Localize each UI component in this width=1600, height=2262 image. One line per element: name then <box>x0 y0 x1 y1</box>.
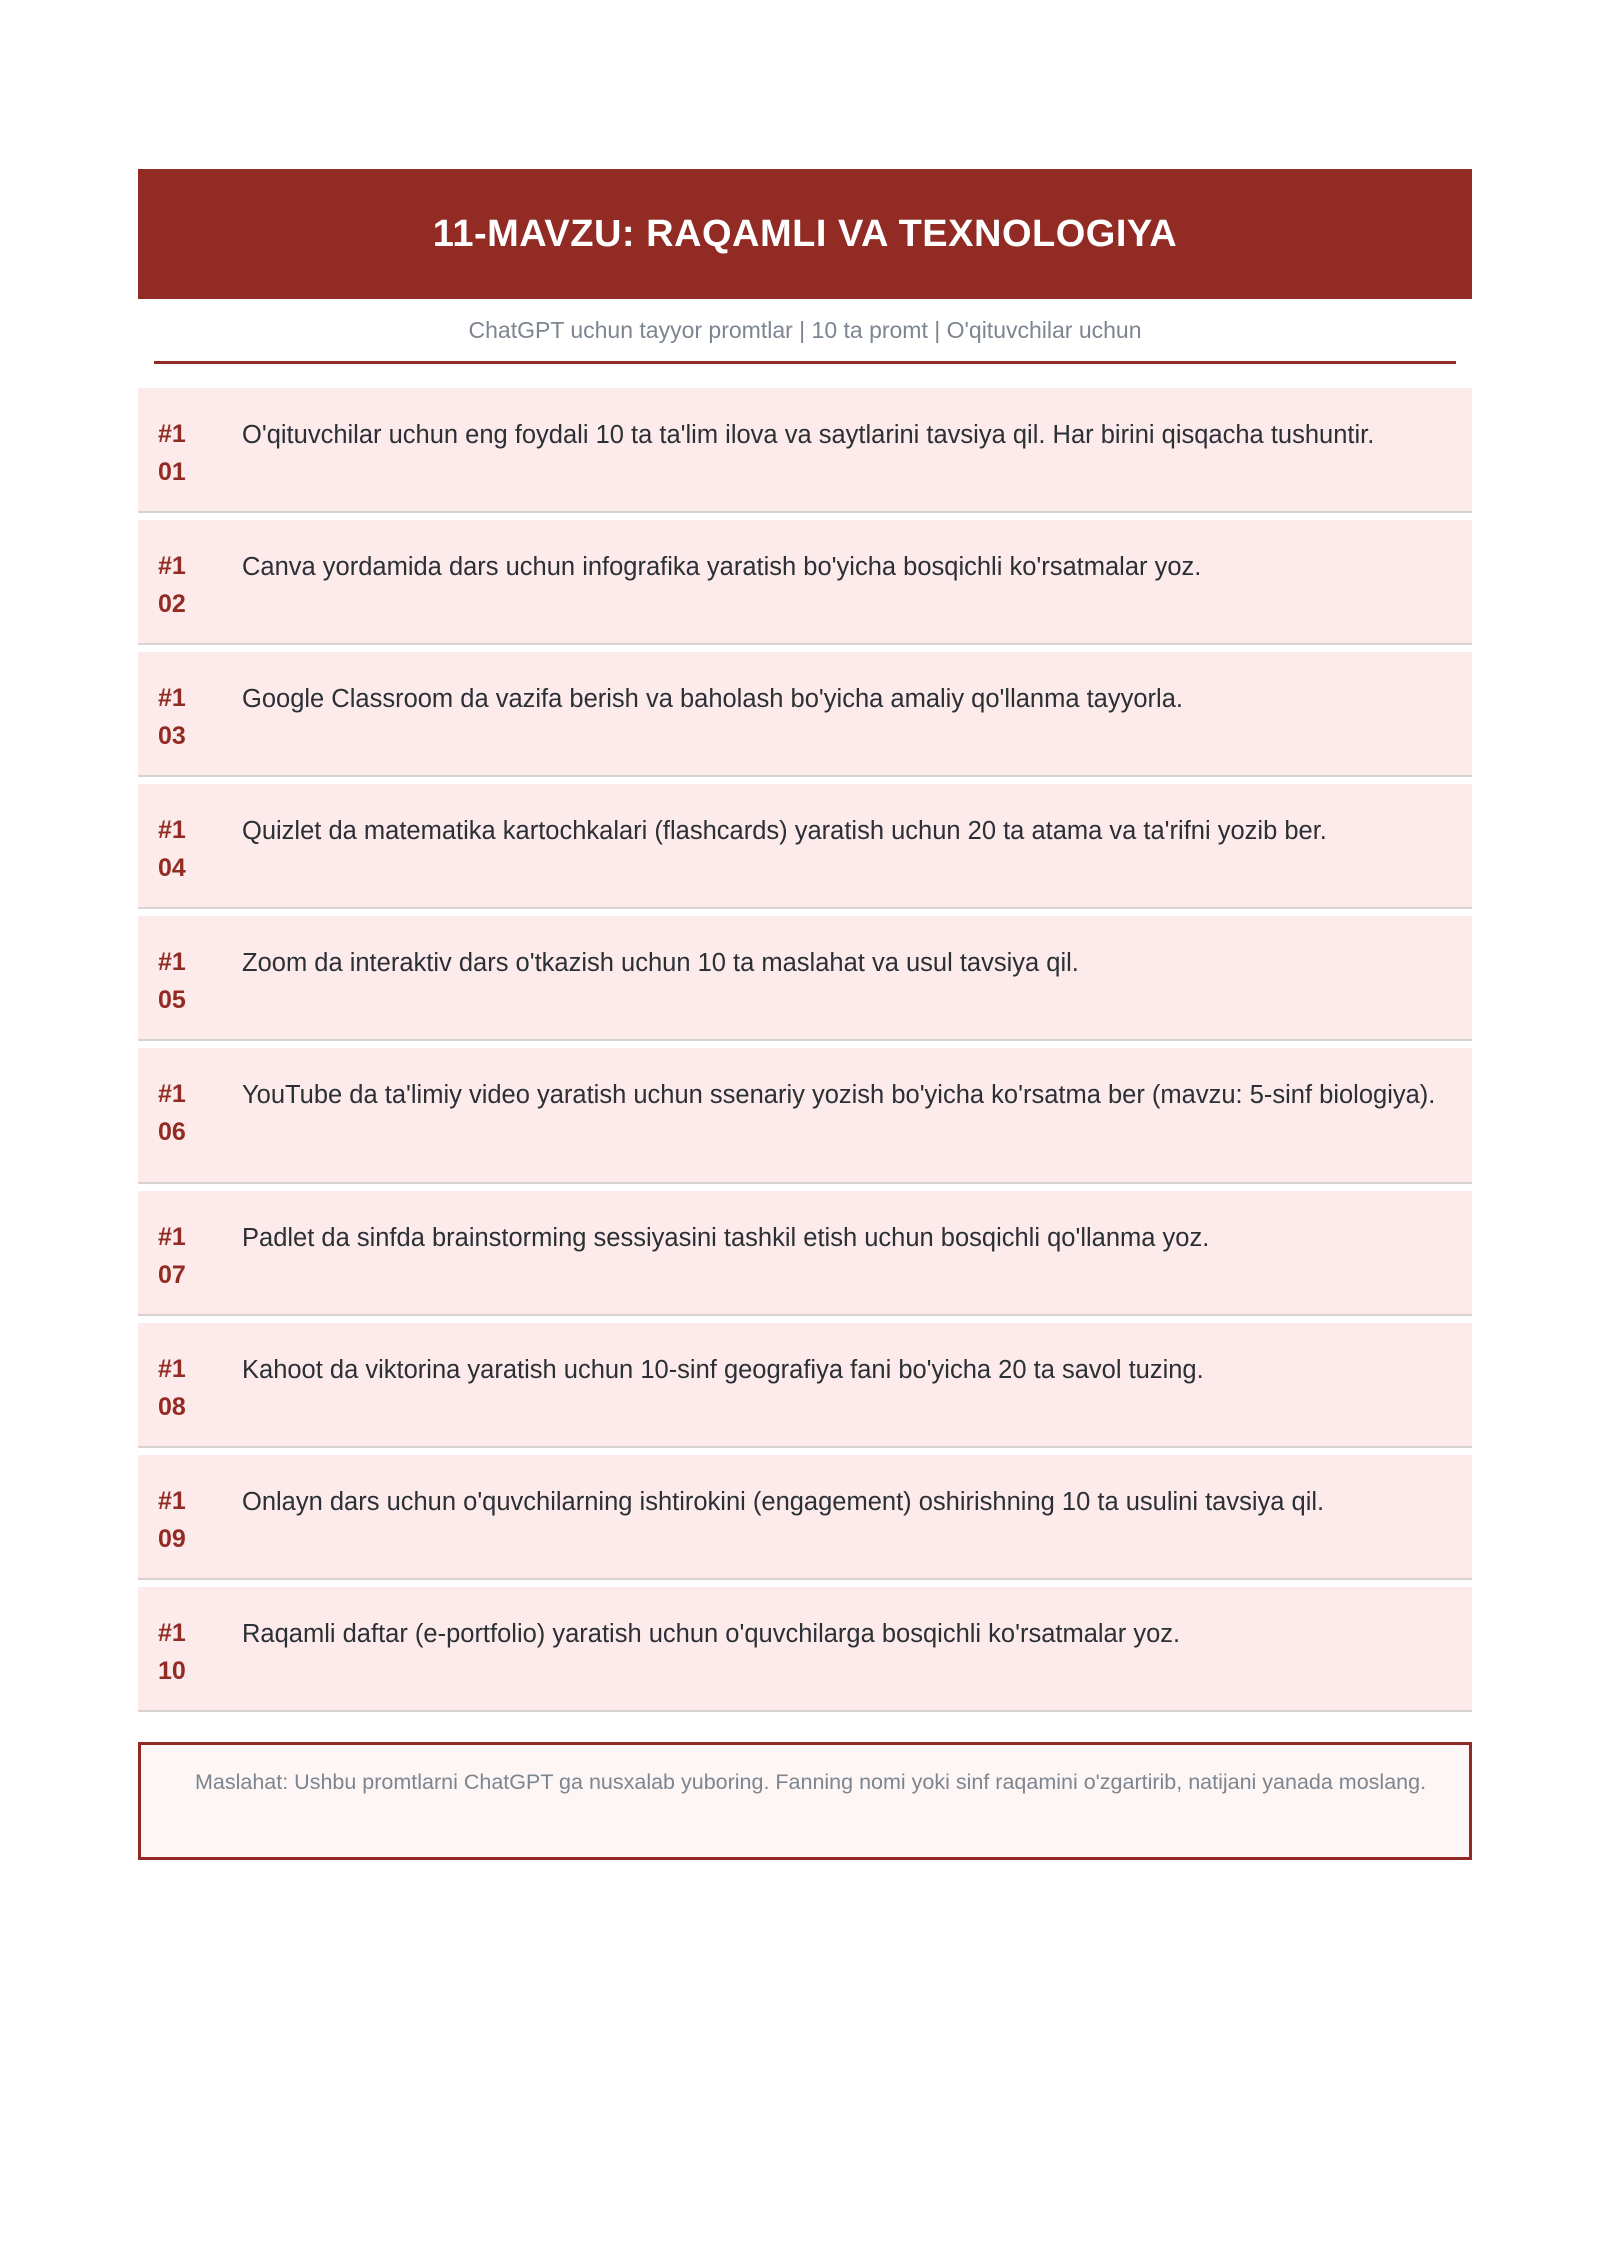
prompt-item-09 <box>138 1455 1472 1580</box>
prompt-item-01 <box>138 388 1472 513</box>
prompt-number: #1 01 <box>158 420 186 486</box>
prompt-text: Kahoot da viktorina yaratish uchun 10-sinf geografiya fani bo'yicha 20 ta savol tuzing. <box>242 1356 1204 1384</box>
prompt-text: Canva yordamida dars uchun infografika yaratish bo'yicha bosqichli ko'rsatmalar yoz. <box>242 553 1202 581</box>
prompt-number: #1 04 <box>158 816 186 882</box>
prompt-item-05 <box>138 916 1472 1041</box>
prompt-number: #1 06 <box>158 1080 186 1146</box>
prompt-text: O'qituvchilar uchun eng foydali 10 ta ta'lim ilova va saytlarini tavsiya qil. Har birini qisqacha tushuntir. <box>242 421 1375 449</box>
tip-text: Maslahat: Ushbu promtlarni ChatGPT ga nusxalab yuboring. Fanning nomi yoki sinf raqamini o'zgartirib, natijani yanada moslang. <box>195 1770 1427 1794</box>
prompt-item-02 <box>138 520 1472 645</box>
prompt-list <box>138 388 1472 1712</box>
prompt-text: Zoom da interaktiv dars o'tkazish uchun 10 ta maslahat va usul tavsiya qil. <box>242 949 1079 977</box>
prompt-number: #1 08 <box>158 1355 186 1421</box>
prompt-item-04 <box>138 784 1472 909</box>
prompt-number: #1 09 <box>158 1487 186 1553</box>
prompt-text: YouTube da ta'limiy video yaratish uchun ssenariy yozish bo'yicha ko'rsatma ber (mavzu: 5-sinf biologiya). <box>242 1081 1436 1109</box>
document-page <box>138 169 1472 1860</box>
prompt-number: #1 10 <box>158 1619 186 1685</box>
prompt-number: #1 03 <box>158 684 186 750</box>
page-title: 11-MAVZU: RAQAMLI VA TEXNOLOGIYA <box>432 212 1178 255</box>
prompt-item-08 <box>138 1323 1472 1448</box>
prompt-number: #1 02 <box>158 552 186 618</box>
prompt-text: Quizlet da matematika kartochkalari (flashcards) yaratish uchun 20 ta atama va ta'rifni yozib ber. <box>242 817 1327 845</box>
prompt-item-10 <box>138 1587 1472 1712</box>
prompt-text: Raqamli daftar (e-portfolio) yaratish uchun o'quvchilarga bosqichli ko'rsatmalar yoz. <box>242 1620 1181 1648</box>
prompt-text: Google Classroom da vazifa berish va baholash bo'yicha amaliy qo'llanma tayyorla. <box>242 685 1183 713</box>
prompt-number: #1 05 <box>158 948 186 1014</box>
prompt-text: Onlayn dars uchun o'quvchilarning ishtirokini (engagement) oshirishning 10 ta usulini tavsiya qil. <box>242 1488 1325 1516</box>
title-banner <box>138 169 1472 299</box>
prompt-item-03 <box>138 652 1472 777</box>
page-subtitle: ChatGPT uchun tayyor promtlar | 10 ta promt | O'qituvchilar uchun <box>154 299 1456 364</box>
prompt-number: #1 07 <box>158 1223 186 1289</box>
prompt-item-07 <box>138 1191 1472 1316</box>
tip-box <box>138 1742 1472 1860</box>
prompt-text: Padlet da sinfda brainstorming sessiyasini tashkil etish uchun bosqichli qo'llanma yoz. <box>242 1224 1210 1252</box>
prompt-item-06 <box>138 1048 1472 1184</box>
